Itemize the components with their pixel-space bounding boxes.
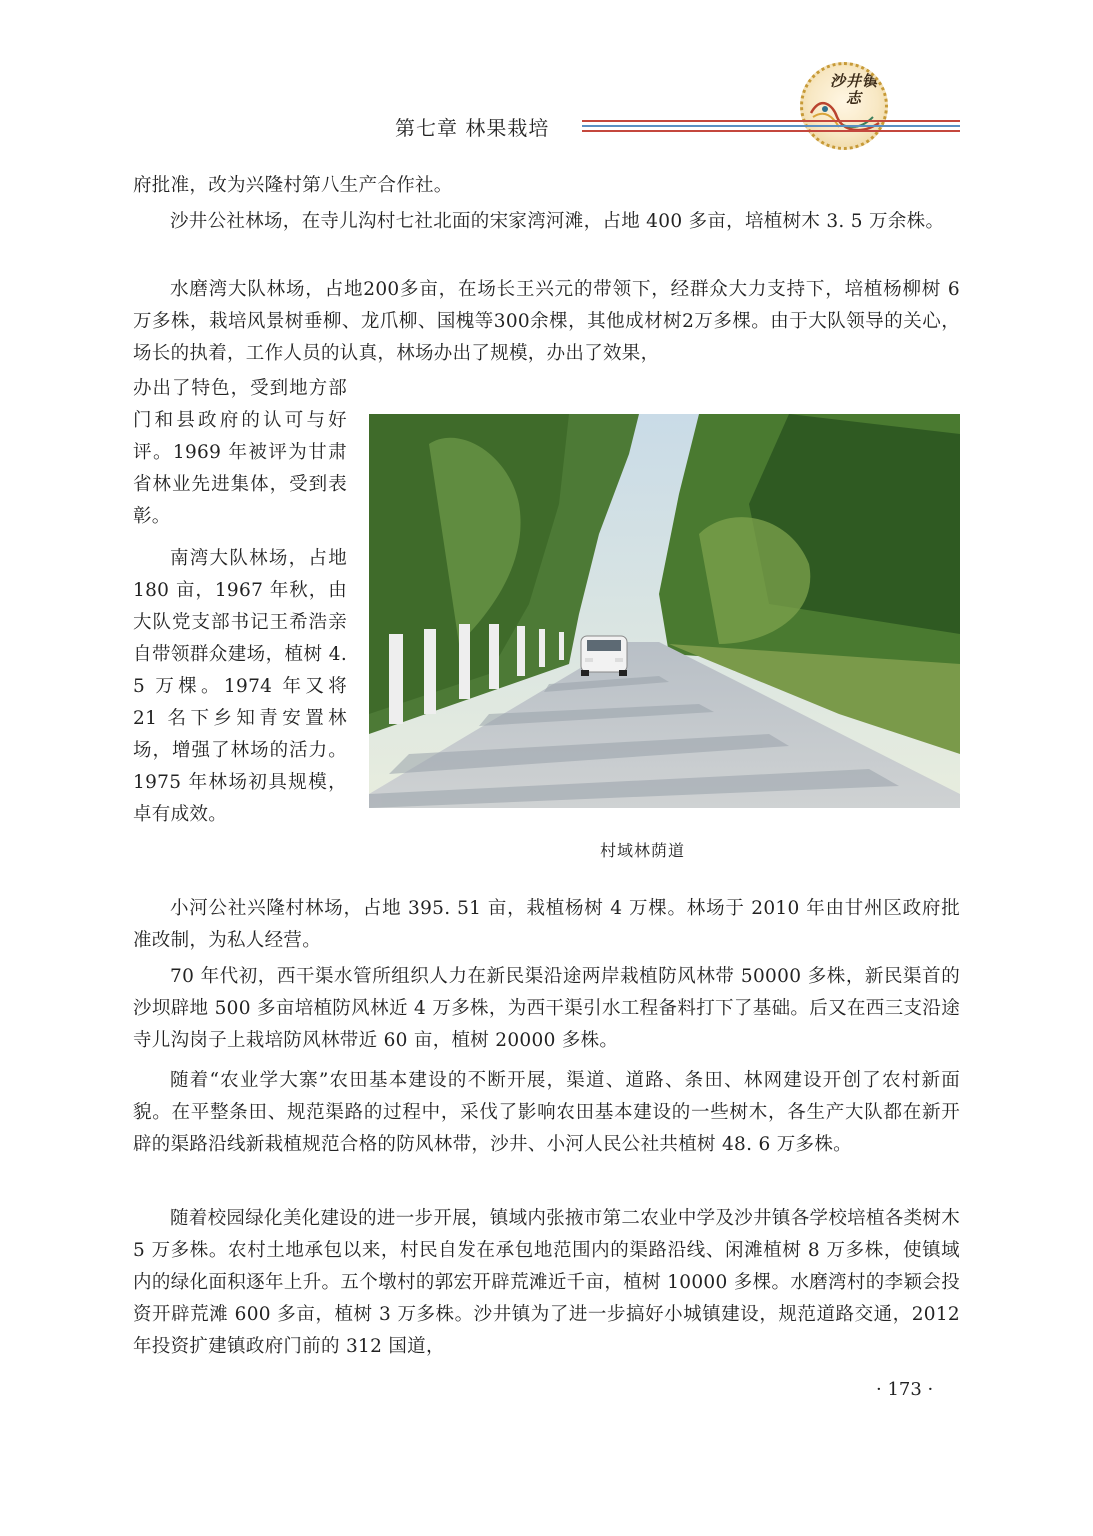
- paragraph-1: 府批准，改为兴隆村第八生产合作社。: [133, 175, 453, 196]
- paragraph-7: 随着“农业学大寨”农田基本建设的不断开展，渠道、道路、条田、林网建设开创了农村新面貌。在平整条田、规范渠路的过程中，采伐了影响农田基本建设的一些树木，各生产大队都在新开辟的渠路沿线新栽植规范合格的防风林带，沙井、小河人民公社共植树 48. 6 万多株。: [133, 1070, 960, 1155]
- paragraph-5: 小河公社兴隆村林场，占地 395. 51 亩，栽植杨树 4 万棵。林场于 2010 年由甘州区政府批准改制，为私人经营。: [133, 898, 960, 951]
- chapter-title: 第七章 林果栽培: [395, 116, 550, 140]
- header-rule-blue: [582, 125, 960, 127]
- photo-caption: 村域林荫道: [600, 841, 686, 860]
- paragraph-3: 水磨湾大队林场，占地200多亩，在场长王兴元的带领下，经群众大力支持下，培植杨柳树 6 万多株，栽培风景树垂柳、龙爪柳、国槐等300余棵，其他成材树2万多棵。由于大队领导的关心，场长的执着，工作人员的认真，林场办出了规模，办出了效果，: [133, 279, 960, 364]
- paragraph-4: 南湾大队林场，占地 180 亩，1967 年秋，由大队党支部书记王希浩亲自带领群众建场，植树 4. 5 万棵。1974 年又将 21 名下乡知青安置林场，增强了林场的活力。1975 年林场初具规模，卓有成效。: [133, 548, 347, 825]
- tree-lined-road-photo: [369, 414, 960, 808]
- paragraph-2: 沙井公社林场，在寺儿沟村七社北面的宋家湾河滩，占地 400 多亩，培植树木 3. 5 万余株。: [170, 211, 945, 232]
- logo-title: 沙井镇志: [829, 72, 878, 107]
- book-logo: [800, 62, 888, 150]
- header-rule-red-top: [582, 120, 960, 122]
- page-number: · 173 ·: [876, 1379, 934, 1400]
- paragraph-6: 70 年代初，西干渠水管所组织人力在新民渠沿途两岸栽植防风林带 50000 多株，新民渠首的沙坝辟地 500 多亩培植防风林近 4 万多株，为西干渠引水工程备料打下了基础。后又在西三支沿途寺儿沟岗子上栽培防风林带近 60 亩，植树 20000 多株。: [133, 966, 960, 1051]
- paragraph-8: 随着校园绿化美化建设的进一步开展，镇域内张掖市第二农业中学及沙井镇各学校培植各类树木 5 万多株。农村土地承包以来，村民自发在承包地范围内的渠路沿线、闲滩植树 8 万多株，使镇域内的绿化面积逐年上升。五个墩村的郭宏开辟荒滩近千亩，植树 10000 多棵。水磨湾村的李颖会投资开辟荒滩 600 多亩，植树 3 万多株。沙井镇为了进一步搞好小城镇建设，规范道路交通，2012 年投资扩建镇政府门前的 312 国道，: [133, 1208, 960, 1357]
- paragraph-3-continued: 办出了特色，受到地方部门和县政府的认可与好评。1969 年被评为甘肃省林业先进集体，受到表彰。: [133, 378, 347, 527]
- header-rule-red-bottom: [582, 130, 960, 132]
